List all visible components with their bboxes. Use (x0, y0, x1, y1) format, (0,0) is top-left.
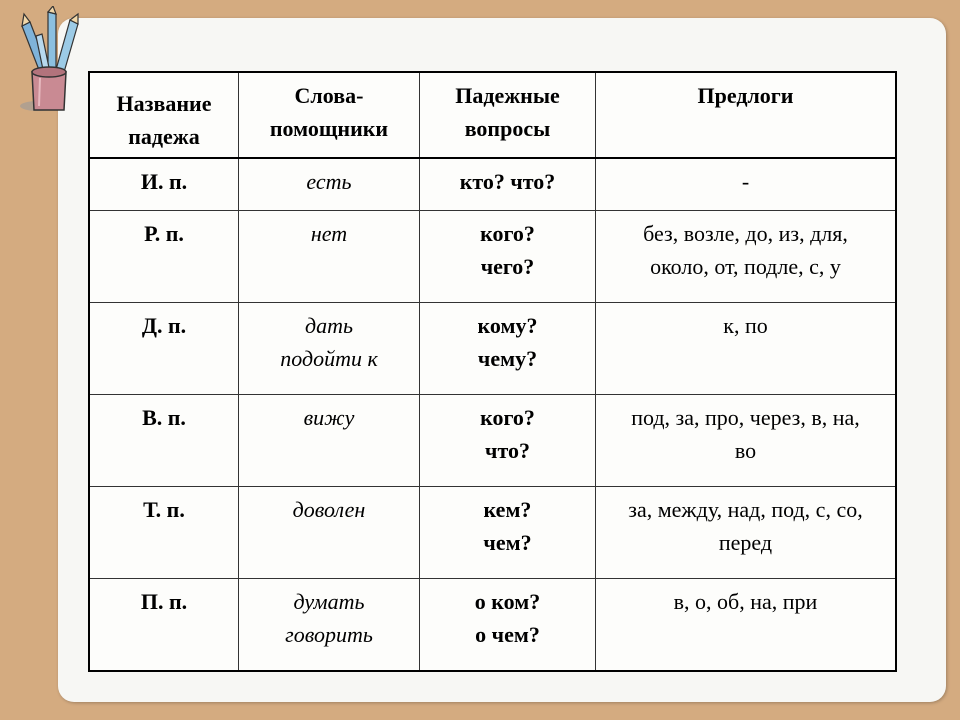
case-table (88, 71, 897, 672)
helper-word-cell: нет (239, 210, 420, 302)
case-name-cell: Д. п. (89, 302, 239, 394)
question-cell: кого? чего? (420, 210, 596, 302)
header-case-name: Название падежа (89, 72, 239, 158)
case-name-cell: В. п. (89, 394, 239, 486)
pencil-cup-icon (8, 6, 88, 116)
helper-word-cell: думать говорить (239, 579, 420, 671)
question-cell: о ком? о чем? (420, 579, 596, 671)
question-cell: кого? что? (420, 394, 596, 486)
prepositions-cell: к, по (596, 302, 897, 394)
prepositions-cell: за, между, над, под, с, со, перед (596, 487, 897, 579)
case-name-cell: Р. п. (89, 210, 239, 302)
table-row (89, 394, 896, 486)
table-row (89, 579, 896, 671)
case-name-cell: Т. п. (89, 487, 239, 579)
prepositions-cell: - (596, 158, 897, 210)
table-row (89, 158, 896, 210)
prepositions-cell: без, возле, до, из, для, около, от, подле, с, у (596, 210, 897, 302)
helper-word-cell: доволен (239, 487, 420, 579)
case-name-cell: П. п. (89, 579, 239, 671)
table-row (89, 302, 896, 394)
header-helper-words: Слова- помощники (239, 72, 420, 158)
helper-word-cell: есть (239, 158, 420, 210)
helper-word-cell: дать подойти к (239, 302, 420, 394)
helper-word-cell: вижу (239, 394, 420, 486)
header-prepositions: Предлоги (596, 72, 897, 158)
table-header-row (89, 72, 896, 158)
table-row (89, 487, 896, 579)
table-row (89, 210, 896, 302)
header-questions: Падежные вопросы (420, 72, 596, 158)
prepositions-cell: под, за, про, через, в, на, во (596, 394, 897, 486)
question-cell: кому? чему? (420, 302, 596, 394)
question-cell: кто? что? (420, 158, 596, 210)
prepositions-cell: в, о, об, на, при (596, 579, 897, 671)
case-name-cell: И. п. (89, 158, 239, 210)
question-cell: кем? чем? (420, 487, 596, 579)
